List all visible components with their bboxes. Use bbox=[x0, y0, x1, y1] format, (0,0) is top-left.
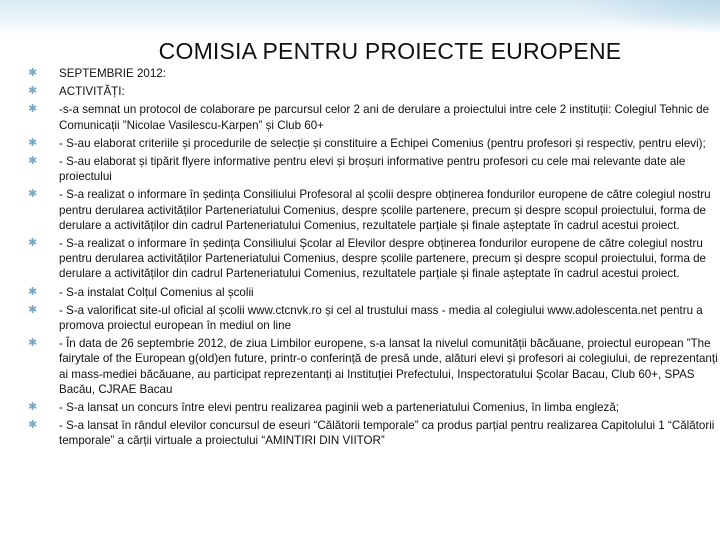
list-item-text: - S-a realizat o informare în ședința Consiliului Profesoral al școlii despre obținerea fondurilor europene de către colegiul nostru pentru derularea activităților Parteneriatului Comenius, despre școlile partenere, precum și despre scopul proiectului, forma de derulare a activităților din cadrul Parteneriatului Comenius, rezultatele parțiale și finale așteptate în cadrul acestui proiect. bbox=[59, 188, 711, 232]
list-item-text: ACTIVITĂȚI: bbox=[59, 85, 125, 99]
list-item bbox=[28, 66, 718, 81]
asterisk-bullet-icon: ✱ bbox=[28, 419, 38, 432]
list-item-text: SEPTEMBRIE 2012: bbox=[59, 67, 166, 80]
list-item bbox=[28, 187, 718, 233]
list-item bbox=[28, 84, 718, 99]
list-item-text: - S-a valorificat site-ul oficial al școlii www.ctcnvk.ro și cel al trustului mass - media al colegiului www.adolescenta.net pentru a promova proiectul european în mediul on line bbox=[59, 303, 703, 333]
asterisk-bullet-icon: ✱ bbox=[28, 237, 38, 250]
list-item-text: - S-au elaborat criteriile și procedurile de selecție și constituire a Echipei Comenius (pentru profesori și respectiv, pentru elevi); bbox=[59, 136, 706, 150]
list-item bbox=[28, 236, 718, 282]
list-item-text: - În data de 26 septembrie 2012, de ziua Limbilor europene, s-a lansat la nivelul comunității băcăuane, proiectul european ”The fairytale of the European g(old)en future, printr-o conferință de presă unde, alături elevi și profesori ai colegiului, de reprezentanți ai mass-mediei băcăuane, au participat reprezentanți ai Instituției Prefectului, Inspectoratului Școlar Bacau, Club 60+, SPAS Bacău, CJRAE Bacau bbox=[59, 337, 718, 396]
list-item bbox=[28, 336, 718, 397]
header-corner-decoration bbox=[570, 0, 720, 34]
list-item-text: -s-a semnat un protocol de colaborare pe parcursul celor 2 ani de derulare a proiectului intre cele 2 instituții: Colegiul Tehnic de Comunicații ”Nicolae Vasilescu-Karpen” și Club 60+ bbox=[59, 103, 710, 132]
list-item-text: - S-a realizat o informare în ședința Consiliului Școlar al Elevilor despre obținerea fondurilor europene de către colegiul nostru pentru derularea activităților Parteneriatului Comenius, despre școlile partenere, precum și despre scopul proiectului, forma de derulare a activităților din cadrul Parteneriatului Comenius, rezultatele parțiale și finale așteptate în cadrul acestui proiect. bbox=[59, 237, 707, 281]
list-item bbox=[28, 102, 718, 132]
asterisk-bullet-icon: ✱ bbox=[28, 136, 38, 149]
asterisk-bullet-icon: ✱ bbox=[28, 103, 38, 116]
activity-list bbox=[28, 66, 718, 452]
list-item-text: - S-a instalat Colțul Comenius al școlii bbox=[59, 285, 254, 299]
slide-title: COMISIA PENTRU PROIECTE EUROPENE bbox=[158, 38, 622, 64]
asterisk-bullet-icon: ✱ bbox=[28, 401, 38, 414]
asterisk-bullet-icon: ✱ bbox=[28, 337, 38, 350]
list-item-text: - S-a lansat în rândul elevilor concursul de eseuri “Călătorii temporale” ca produs parțial pentru realizarea Capitolului 1 “Călătorii temporale” a cărții virtuale a proiectului “AMINTIRI DIN VIITOR” bbox=[59, 419, 715, 448]
list-item bbox=[28, 303, 718, 333]
list-item-text: - S-au elaborat și tipărit flyere informative pentru elevi și broșuri informative pentru profesori cu cele mai relevante date ale proiectului bbox=[59, 155, 686, 184]
list-item bbox=[28, 136, 718, 151]
list-item bbox=[28, 400, 718, 415]
asterisk-bullet-icon: ✱ bbox=[28, 303, 38, 316]
asterisk-bullet-icon: ✱ bbox=[28, 67, 38, 79]
asterisk-bullet-icon: ✱ bbox=[28, 155, 38, 168]
list-item bbox=[28, 285, 718, 300]
list-item bbox=[28, 154, 718, 184]
list-item bbox=[28, 418, 718, 448]
asterisk-bullet-icon: ✱ bbox=[28, 85, 38, 98]
asterisk-bullet-icon: ✱ bbox=[28, 285, 38, 298]
list-item-text: - S-a lansat un concurs între elevi pentru realizarea paginii web a parteneriatului Comenius, în limba engleză; bbox=[59, 401, 620, 415]
asterisk-bullet-icon: ✱ bbox=[28, 188, 38, 201]
